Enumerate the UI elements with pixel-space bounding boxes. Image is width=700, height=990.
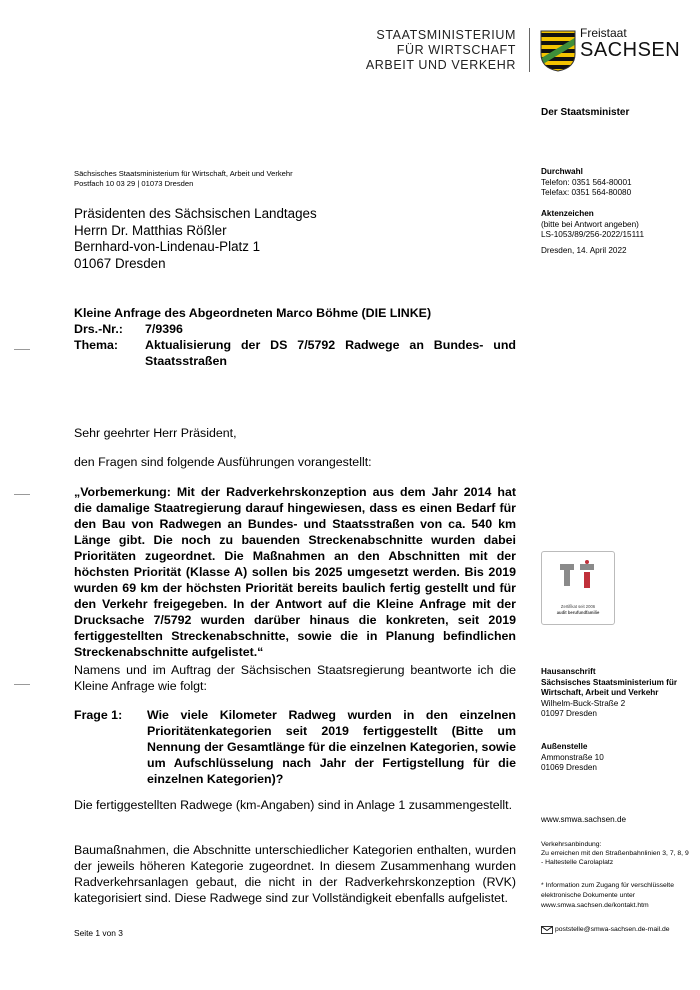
question-1 (74, 707, 516, 787)
recipient-line: Präsidenten des Sächsischen Landtages (74, 206, 317, 221)
sachsen-label: SACHSEN (580, 39, 681, 61)
certificate-line: audit berufundfamilie (556, 610, 600, 615)
state-logo-text (580, 26, 680, 60)
fold-mark (14, 349, 30, 350)
ministry-line: ARBEIT UND VERKEHR (365, 58, 516, 72)
fold-mark (14, 494, 30, 495)
recipient-line: Herrn Dr. Matthias Rößler (74, 222, 227, 238)
contact-block (541, 167, 632, 199)
house-address-name: Sächsisches Staatsministerium für Wirtschaft, Arbeit und Verkehr (541, 677, 678, 697)
preliminary-remark: „Vorbemerkung: Mit der Radverkehrskonzeption aus dem Jahr 2014 hat die damalige Staatregierung darauf hingewiesen, dass es einen Bedarf für den Bau von Radwegen an Bundes- und Staatsstraßen von ca. 540 km Länge gibt. Die noch zu bauenden Streckenabschnitte wurden dabei Prioritäten zugeordnet. Die Maßnahmen an den Abschnitten mit der höchsten Priorität (Klasse A) sollen bis 2025 umgesetzt werden. Bis 2019 wurden 69 km der höchsten Priorität bereits baulich fertig gestellt und für den Verkehr freigegeben. In der Antwort auf die Kleine Anfrage mit der Drucksache 7/5792 wurden darüber hinaus die konkreten, seit 2019 fertiggestellten Streckenabschnitte, sowie die in Planung befindlichen Streckenabschnitte aufgelistet.“ (74, 485, 516, 659)
file-reference-block (541, 209, 644, 241)
fax-number: Telefax: 0351 564-80080 (541, 188, 632, 197)
subject-title: Kleine Anfrage des Abgeordneten Marco Böhme (DIE LINKE) (74, 306, 432, 320)
encryption-note: * Information zum Zugang für verschlüsselte elektronische Dokumente unter www.smwa.sachsen.de/kontakt.htm (541, 882, 674, 909)
audit-certificate (541, 551, 615, 625)
branch-label: Außenstelle (541, 742, 588, 751)
thema-label: Thema: (74, 338, 119, 352)
subject-block (74, 305, 516, 369)
branch-city: 01069 Dresden (541, 763, 597, 772)
sidebar-title: Der Staatsminister (541, 107, 630, 118)
ministry-line: STAATSMINISTERIUM (376, 28, 516, 42)
ministry-name (366, 28, 516, 73)
de-mail-contact (541, 925, 691, 935)
freistaat-label: Freistaat (580, 26, 627, 40)
transport-text: Zu erreichen mit den Straßenbahnlinien 3, 7, 8, 9 - Haltestelle Carolaplatz (541, 850, 689, 866)
branch-street: Ammonstraße 10 (541, 752, 604, 762)
letterhead-divider (529, 28, 530, 72)
answer-paragraph: Baumaßnahmen, die Abschnitte unterschiedlicher Kategorien enthalten, wurden der jeweils höheren Kategorie zugeordnet. In diesem Zusammenhang wurden Radverkehrsanlagen gebaut, die nicht in der Radverkehrskonzeption (RVK) kategorisiert sind. Diese Radwege sind zur Vollständigkeit ebenfalls aufgelistet. (74, 843, 516, 905)
drs-value: 7/9396 (145, 322, 183, 336)
audit-logo-icon (558, 560, 598, 594)
sender-line: Sächsisches Staatsministerium für Wirtschaft, Arbeit und Verkehr (74, 169, 293, 178)
question-text: Wie viele Kilometer Radweg wurden in den einzelnen Prioritätenkategorien seit 2019 fertiggestellt (Bitte um Nennung der Gesamtlänge für die einzelnen Kategorien, sowie um Aufschlüsselung nach Jahr der Fertigstellung für die einzelnen Kategorien)? (147, 708, 516, 786)
house-address-street: Wilhelm-Buck-Straße 2 (541, 698, 626, 708)
website-link[interactable]: www.smwa.sachsen.de (541, 815, 627, 824)
saxony-coat-of-arms-icon (540, 30, 576, 72)
sender-address (74, 169, 293, 189)
intro-text: den Fragen sind folgende Ausführungen vorangestellt: (74, 455, 372, 469)
question-label: Frage 1: (74, 708, 123, 722)
answer-intro: Namens und im Auftrag der Sächsischen Staatsregierung beantworte ich die Kleine Anfrage wie folgt: (74, 663, 516, 693)
aktenzeichen-note: (bitte bei Antwort angeben) (541, 219, 639, 229)
salutation: Sehr geehrter Herr Präsident, (74, 426, 237, 440)
recipient-line: Bernhard-von-Lindenau-Platz 1 (74, 239, 261, 254)
durchwahl-label: Durchwahl (541, 167, 583, 176)
house-address-city: 01097 Dresden (541, 709, 597, 718)
answer-paragraph: Die fertiggestellten Radwege (km-Angaben) sind in Anlage 1 zusammengestellt. (74, 798, 513, 812)
transport-info (541, 840, 689, 867)
recipient-address (74, 206, 317, 272)
transport-label: Verkehrsanbindung: (541, 841, 602, 848)
aktenzeichen-label: Aktenzeichen (541, 209, 594, 218)
recipient-line: 01067 Dresden (74, 255, 166, 271)
de-mail-icon (541, 926, 553, 934)
branch-address (541, 742, 604, 774)
de-mail-address[interactable]: poststelle@smwa-sachsen.de-mail.de (555, 926, 670, 933)
house-address-label: Hausanschrift (541, 667, 596, 676)
sender-line: Postfach 10 03 29 | 01073 Dresden (74, 179, 194, 188)
thema-value: Aktualisierung der DS 7/5792 Radwege an Bundes- und Staatsstraßen (145, 338, 516, 368)
ministry-line: FÜR WIRTSCHAFT (396, 43, 516, 57)
drs-label: Drs.-Nr.: (74, 322, 123, 336)
phone-number: Telefon: 0351 564-80001 (541, 177, 632, 187)
page-number: Seite 1 von 3 (74, 928, 123, 938)
fold-mark (14, 684, 30, 685)
house-address (541, 667, 691, 720)
aktenzeichen-value: LS-1053/89/256-2022/15111 (541, 230, 645, 239)
certificate-line: Zertifikat seit 2006 (560, 604, 596, 609)
letter-date: Dresden, 14. April 2022 (541, 246, 627, 255)
